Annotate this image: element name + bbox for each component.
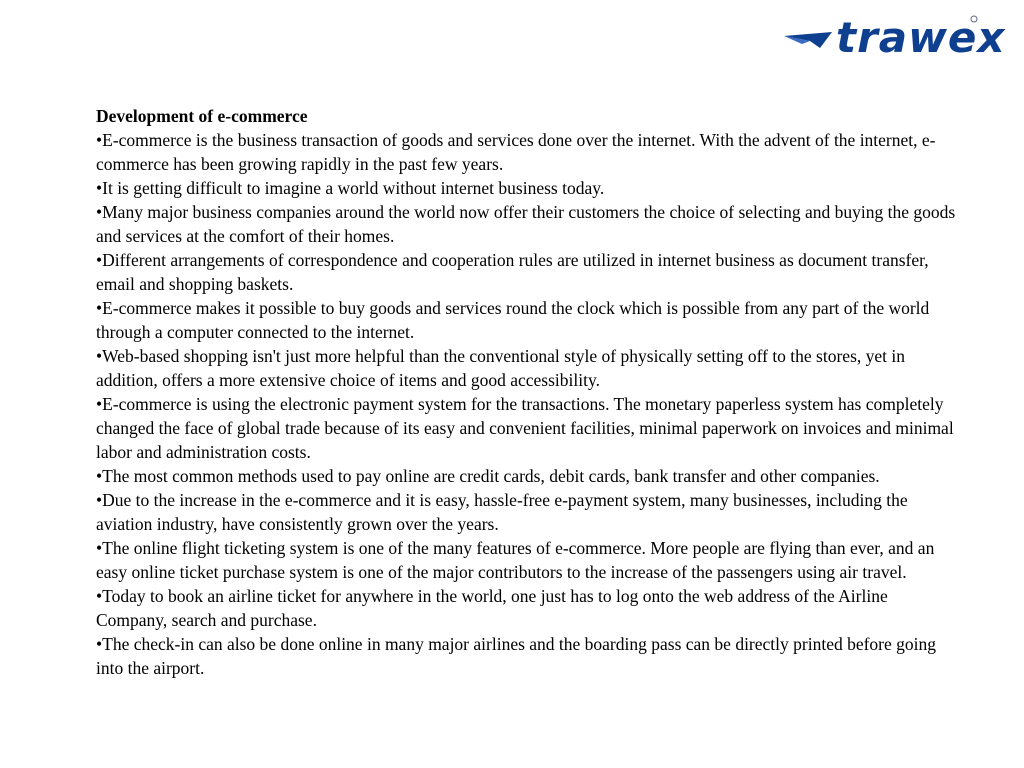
document-heading: Development of e-commerce — [96, 106, 308, 126]
paragraph-1: •E-commerce is the business transaction of goods and services done over the internet. With the advent of the internet, e-commerce has been growing rapidly in the past few years. — [96, 130, 936, 174]
paragraph-6: •Web-based shopping isn't just more helpful than the conventional style of physically setting off to the stores, yet in addition, offers a more extensive choice of items and good accessibility. — [96, 346, 905, 390]
logo-wordmark: trawex — [836, 14, 1006, 62]
logo-graphic — [780, 14, 1010, 62]
arrow-swoosh-icon — [784, 32, 832, 48]
paragraph-3: •Many major business companies around the world now offer their customers the choice of selecting and buying the goods and services at the comfort of their homes. — [96, 202, 956, 246]
paragraph-2: •It is getting difficult to imagine a world without internet business today. — [96, 178, 605, 198]
paragraph-12: •The check-in can also be done online in many major airlines and the boarding pass can be directly printed before going into the airport. — [96, 634, 937, 678]
trawex-logo — [780, 14, 1010, 62]
paragraph-11: •Today to book an airline ticket for anywhere in the world, one just has to log onto the web address of the Airline Company, search and purchase. — [96, 586, 888, 630]
paragraph-9: •Due to the increase in the e-commerce and it is easy, hassle-free e-payment system, many businesses, including the aviation industry, have consistently grown over the years. — [96, 490, 908, 534]
paragraph-10: •The online flight ticketing system is one of the many features of e-commerce. More people are flying than ever, and an easy online ticket purchase system is one of the major contributors to the increase of the passengers using air travel. — [96, 538, 935, 582]
paragraph-8: •The most common methods used to pay online are credit cards, debit cards, bank transfer and other companies. — [96, 466, 880, 486]
document-body — [96, 104, 956, 680]
paragraph-4: •Different arrangements of correspondence and cooperation rules are utilized in internet business as document transfer, email and shopping baskets. — [96, 250, 929, 294]
paragraph-5: •E-commerce makes it possible to buy goods and services round the clock which is possible from any part of the world through a computer connected to the internet. — [96, 298, 930, 342]
paragraph-7: •E-commerce is using the electronic payment system for the transactions. The monetary paperless system has completely changed the face of global trade because of its easy and convenient facilities, minimal paperwork on invoices and minimal labor and administration costs. — [96, 394, 954, 462]
